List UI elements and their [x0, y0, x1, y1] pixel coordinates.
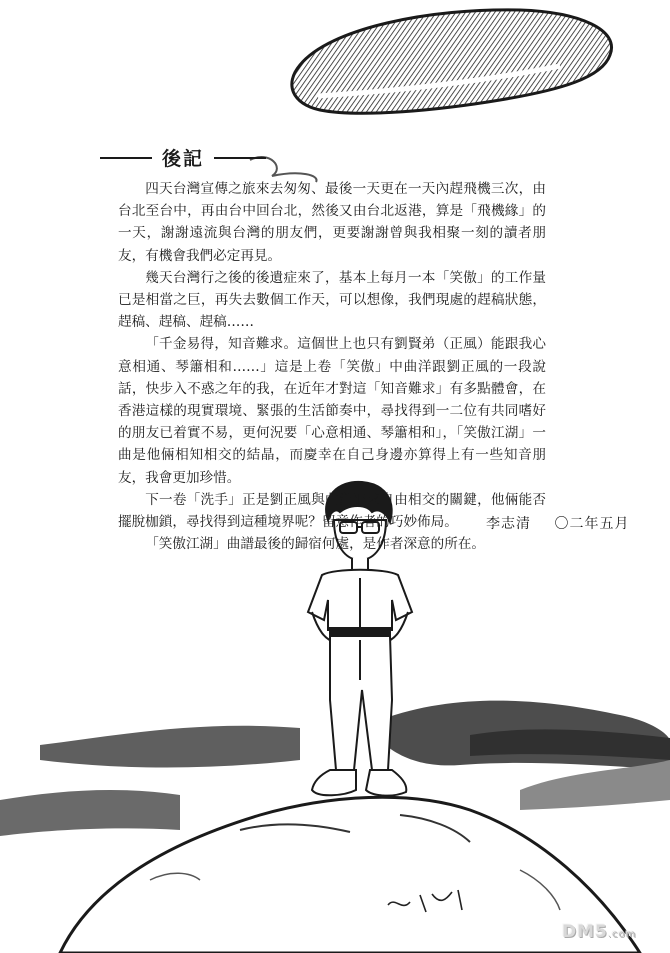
paragraph: 「千金易得，知音難求。這個世上也只有劉賢弟（正風）能跟我心意相通、琴簫相和……」這是上卷「笑傲」中曲洋跟劉正風的一段說話，快步入不惑之年的我，在近年才對這「知音難求」有多點體會，在香港這樣的現實環境、緊張的生活節奏中，尋找得到一二位有共同嗜好的朋友已着實不易，更何況要「心意相通、琴簫相和」，「笑傲江湖」一曲是他倆相知相交的結晶，而慶幸在自己身邊亦算得上有一些知音朋友，我會更加珍惜。 — [118, 336, 546, 486]
afterword-body — [118, 178, 546, 555]
watermark-suffix: .com — [607, 929, 637, 940]
author-name: 李志清 — [486, 516, 531, 532]
afterword-heading — [100, 144, 266, 171]
cloud-drawing — [292, 10, 612, 113]
heading-rule-right — [214, 157, 266, 159]
watermark-brand: DM5 — [562, 922, 608, 942]
signature-date: 〇二年五月 — [554, 516, 630, 532]
paragraph: 幾天台灣行之後的後遺症來了，基本上每月一本「笑傲」的工作量已是相當之巨，再失去數個工作天，可以想像，我們現處的趕稿狀態，趕稿、趕稿、趕稿…… — [118, 269, 546, 331]
paragraph: 下一卷「洗手」正是劉正風與曲洋追求自由相交的關鍵，他倆能否擺脫枷鎖，尋找得到這種境界呢？留意作者的巧妙佈局。 — [118, 491, 546, 531]
heading-title: 後記 — [162, 148, 205, 170]
signature-line — [486, 513, 629, 533]
site-watermark — [562, 922, 636, 942]
heading-rule-left — [100, 157, 152, 159]
paragraph: 「笑傲江湖」曲譜最後的歸宿何處，是作者深意的所在。 — [145, 536, 486, 553]
paragraph: 四天台灣宣傳之旅來去匆匆、最後一天更在一天內趕飛機三次，由台北至台中，再由台中回台北，然後又由台北返港，算是「飛機緣」的一天，謝謝遠流與台灣的朋友們，更要謝謝曾與我相聚一刻的讀者朋友，有機會我們必定再見。 — [118, 181, 546, 264]
